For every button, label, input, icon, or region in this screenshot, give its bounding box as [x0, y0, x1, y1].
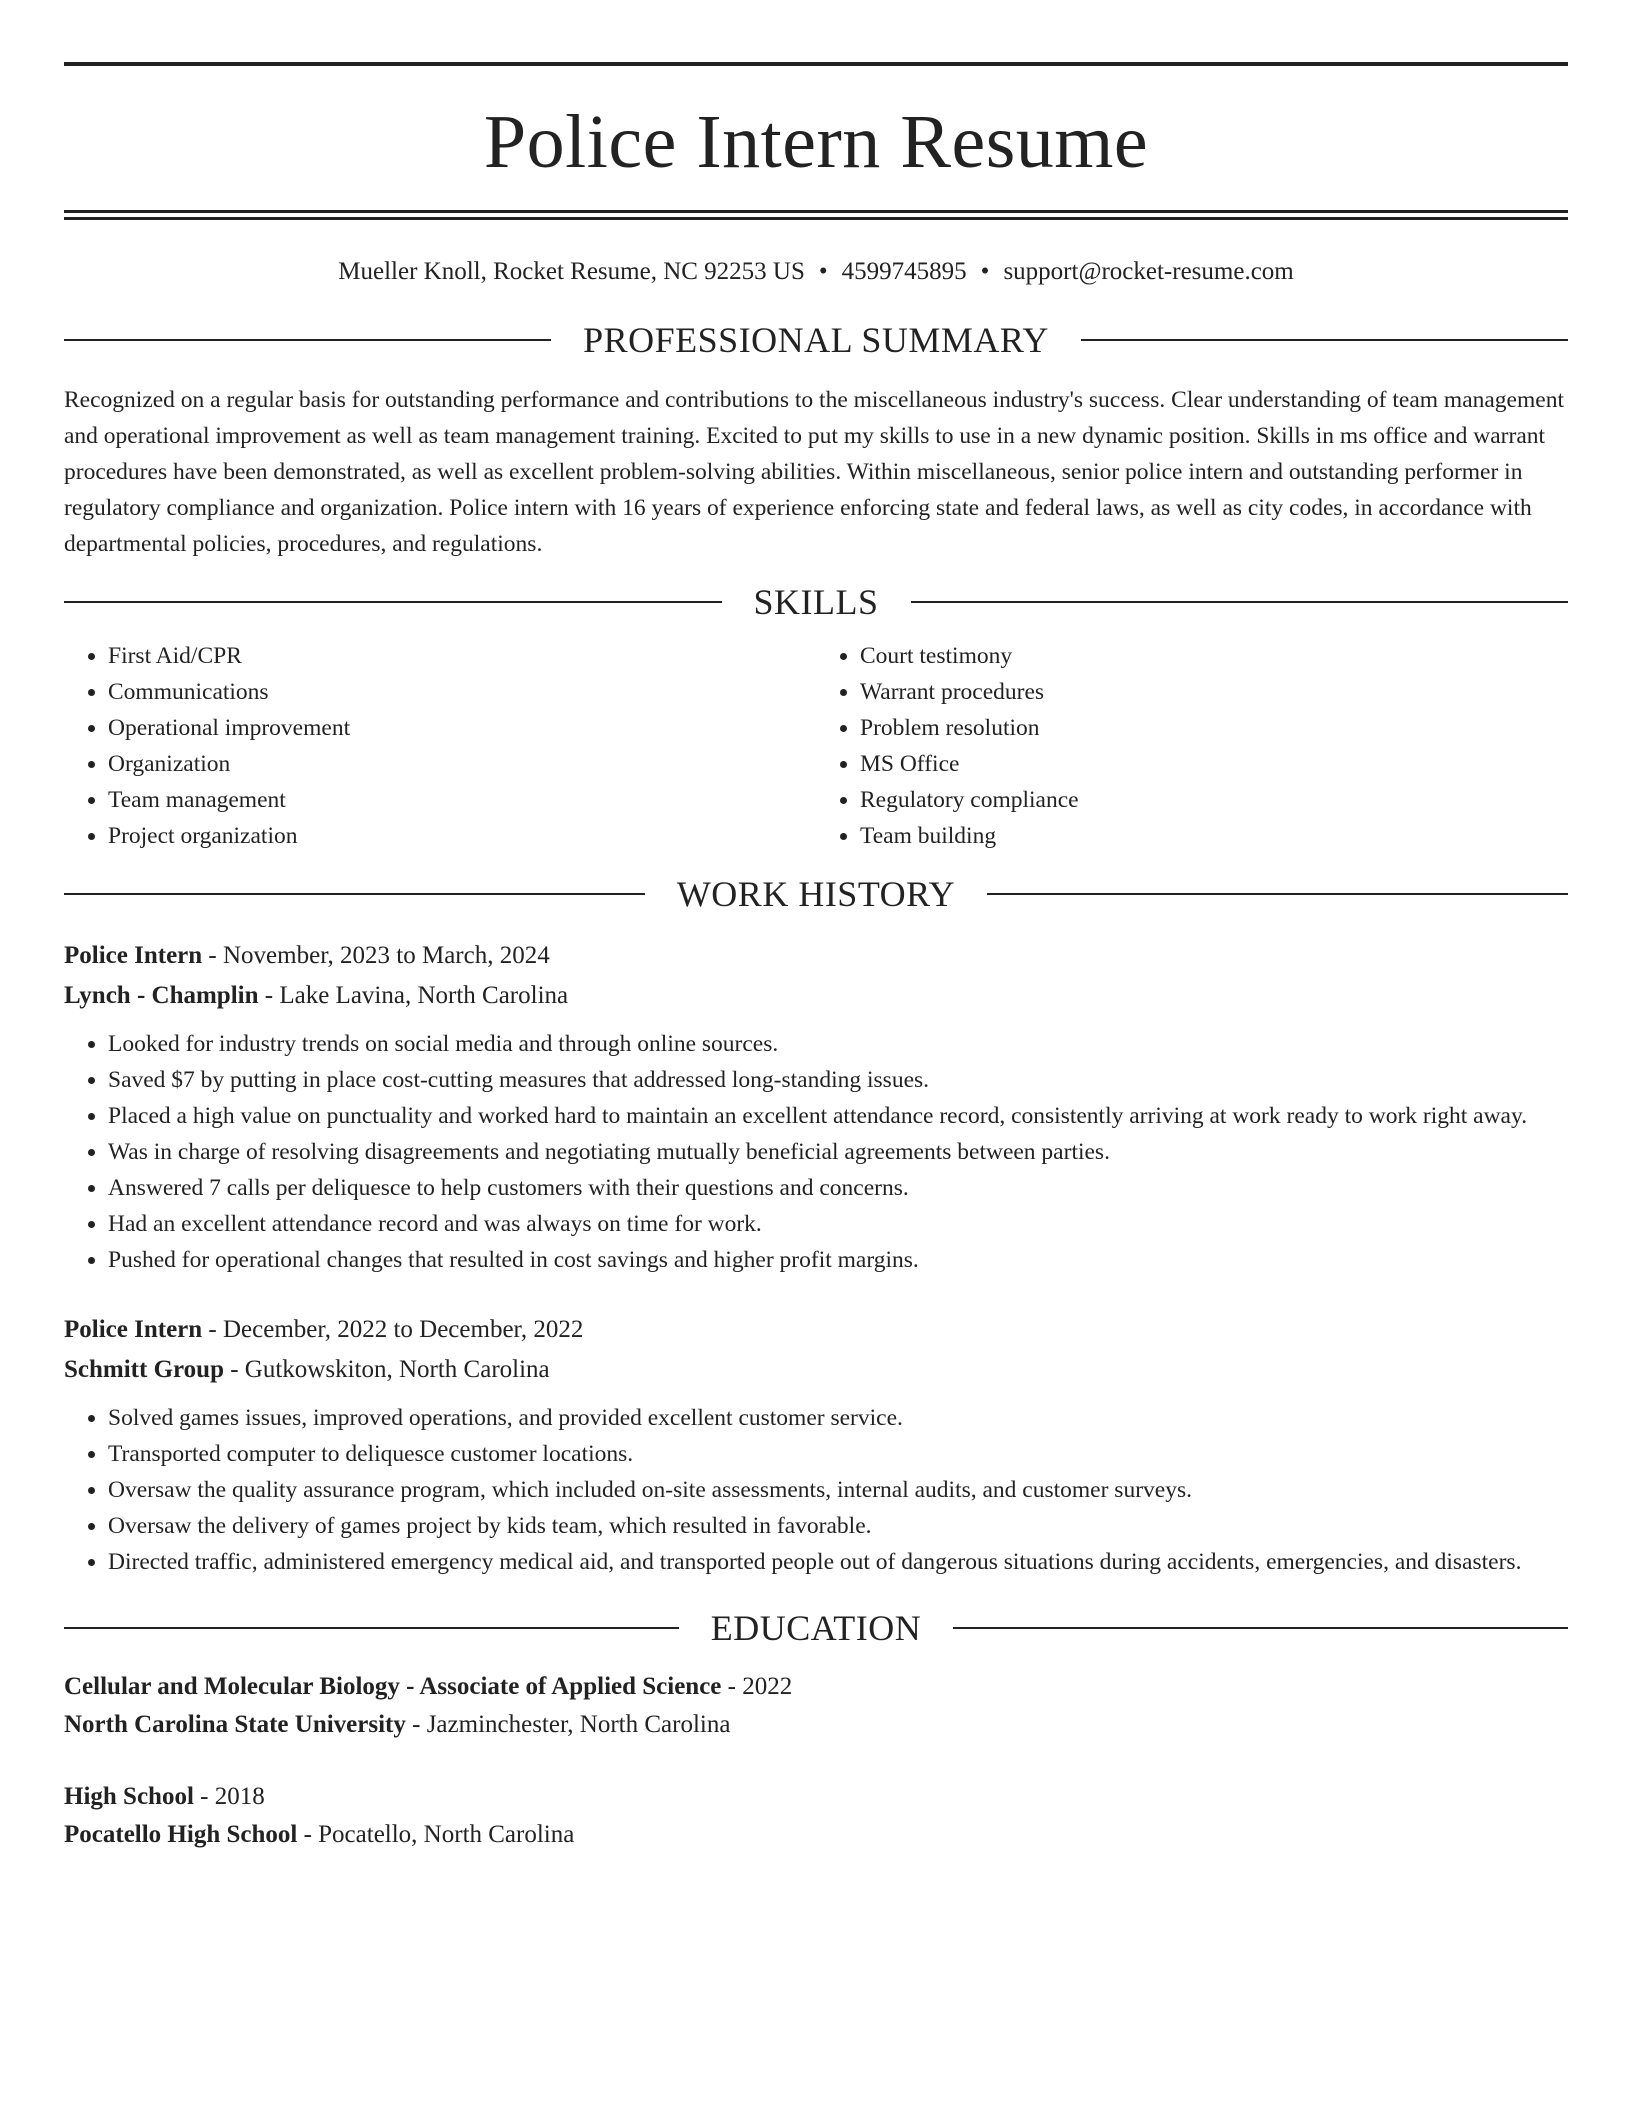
education-location: - Jazminchester, North Carolina — [405, 1711, 731, 1738]
job-bullet: • Was in charge of resolving disagreements and negotiating mutually beneficial agreements between parties. — [108, 1134, 1568, 1170]
job-bullet: • Pushed for operational changes that resulted in cost savings and higher profit margins. — [108, 1242, 1568, 1278]
skill-item: • Team building — [860, 818, 1568, 854]
education-degree-line — [64, 1668, 1568, 1706]
education-school: Pocatello High School — [64, 1821, 298, 1848]
summary-heading-label: PROFESSIONAL SUMMARY — [583, 320, 1049, 360]
education-degree-line — [64, 1778, 1568, 1816]
skills-heading-label: SKILLS — [753, 582, 879, 622]
heading-rule — [1081, 339, 1568, 341]
job-company: Schmitt Group — [64, 1356, 224, 1383]
job-bullet: • Oversaw the quality assurance program, which included on-site assessments, internal audits, and customer surveys. — [108, 1472, 1568, 1508]
job-location: - Lake Lavina, North Carolina — [258, 982, 569, 1009]
job-title-line — [64, 1310, 1568, 1350]
job-bullets — [64, 1400, 1568, 1580]
job-bullet: • Oversaw the delivery of games project by kids team, which resulted in favorable. — [108, 1508, 1568, 1544]
skills-list — [64, 638, 1568, 854]
education-school-line — [64, 1706, 1568, 1744]
job-bullets — [64, 1026, 1568, 1278]
heading-rule — [911, 601, 1569, 603]
job-company-line — [64, 1350, 1568, 1390]
job-company-line — [64, 976, 1568, 1016]
summary-heading — [64, 322, 1568, 358]
heading-rule — [953, 1627, 1568, 1629]
heading-rule — [987, 893, 1568, 895]
education-heading-label: EDUCATION — [710, 1608, 922, 1648]
job-bullet: • Looked for industry trends on social media and through online sources. — [108, 1026, 1568, 1062]
job-entry — [64, 936, 1568, 1278]
job-company: Lynch - Champlin — [64, 982, 259, 1009]
contact-phone: 4599745895 — [841, 258, 967, 285]
job-dates: - December, 2022 to December, 2022 — [202, 1316, 584, 1343]
skills-heading — [64, 584, 1568, 620]
education-heading — [64, 1610, 1568, 1646]
job-bullet: • Answered 7 calls per deliquesce to help customers with their questions and concerns. — [108, 1170, 1568, 1206]
job-title: Police Intern — [64, 942, 203, 969]
education-location: - Pocatello, North Carolina — [297, 1821, 575, 1848]
education-entry — [64, 1668, 1568, 1744]
work-heading — [64, 876, 1568, 912]
education-year: - 2022 — [721, 1673, 793, 1700]
job-bullet: • Directed traffic, administered emergency medical aid, and transported people out of dangerous situations during accidents, emergencies, and disasters. — [108, 1544, 1568, 1580]
education-year: - 2018 — [193, 1783, 265, 1810]
title-double-rule — [64, 210, 1568, 220]
skill-item: • Warrant procedures — [860, 674, 1568, 710]
skill-item: • Problem resolution — [860, 710, 1568, 746]
education-school: North Carolina State University — [64, 1711, 406, 1738]
heading-rule — [64, 893, 645, 895]
job-bullet: • Solved games issues, improved operations, and provided excellent customer service. — [108, 1400, 1568, 1436]
job-bullet: • Saved $7 by putting in place cost-cutting measures that addressed long-standing issues. — [108, 1062, 1568, 1098]
skill-item: • Court testimony — [860, 638, 1568, 674]
skill-item: • Team management — [108, 782, 816, 818]
education-degree: High School — [64, 1783, 194, 1810]
job-title: Police Intern — [64, 1316, 203, 1343]
job-bullet: • Placed a high value on punctuality and worked hard to maintain an excellent attendance record, consistently arriving at work ready to work right away. — [108, 1098, 1568, 1134]
skill-item: • Communications — [108, 674, 816, 710]
contact-separator: • — [818, 258, 828, 285]
contact-address: Mueller Knoll, Rocket Resume, NC 92253 US — [338, 258, 805, 285]
top-rule — [64, 62, 1568, 66]
heading-rule — [64, 339, 551, 341]
job-entry — [64, 1310, 1568, 1580]
heading-rule — [64, 1627, 679, 1629]
job-bullet: • Had an excellent attendance record and was always on time for work. — [108, 1206, 1568, 1242]
resume-title: Police Intern Resume — [483, 100, 1149, 184]
contact-email[interactable]: support@rocket-resume.com — [1003, 258, 1294, 285]
heading-rule — [64, 601, 722, 603]
job-location: - Gutkowskiton, North Carolina — [223, 1356, 550, 1383]
skills-column-left — [64, 638, 816, 854]
skill-item: • MS Office — [860, 746, 1568, 782]
work-heading-label: WORK HISTORY — [676, 874, 956, 914]
education-school-line — [64, 1816, 1568, 1854]
skill-item: • Organization — [108, 746, 816, 782]
skill-item: • Project organization — [108, 818, 816, 854]
education-degree: Cellular and Molecular Biology - Associate of Applied Science — [64, 1673, 722, 1700]
contact-line — [64, 258, 1568, 286]
job-dates: - November, 2023 to March, 2024 — [202, 942, 550, 969]
education-entry — [64, 1778, 1568, 1854]
job-bullet: • Transported computer to deliquesce customer locations. — [108, 1436, 1568, 1472]
skill-item: • Operational improvement — [108, 710, 816, 746]
contact-separator: • — [980, 258, 990, 285]
skills-column-right — [816, 638, 1568, 854]
skill-item: • First Aid/CPR — [108, 638, 816, 674]
summary-text: Recognized on a regular basis for outstanding performance and contributions to the miscellaneous industry's success. Clear understanding of team management and operational improvement as well as team management training. Excited to put my skills to use in a new dynamic position. Skills in ms office and warrant procedures have been demonstrated, as well as excellent problem-solving abilities. Within miscellaneous, senior police intern and outstanding performer in regulatory compliance and organization. Police intern with 16 years of experience enforcing state and federal laws, as well as city codes, in accordance with departmental policies, procedures, and regulations. — [64, 387, 1564, 557]
skill-item: • Regulatory compliance — [860, 782, 1568, 818]
job-title-line — [64, 936, 1568, 976]
